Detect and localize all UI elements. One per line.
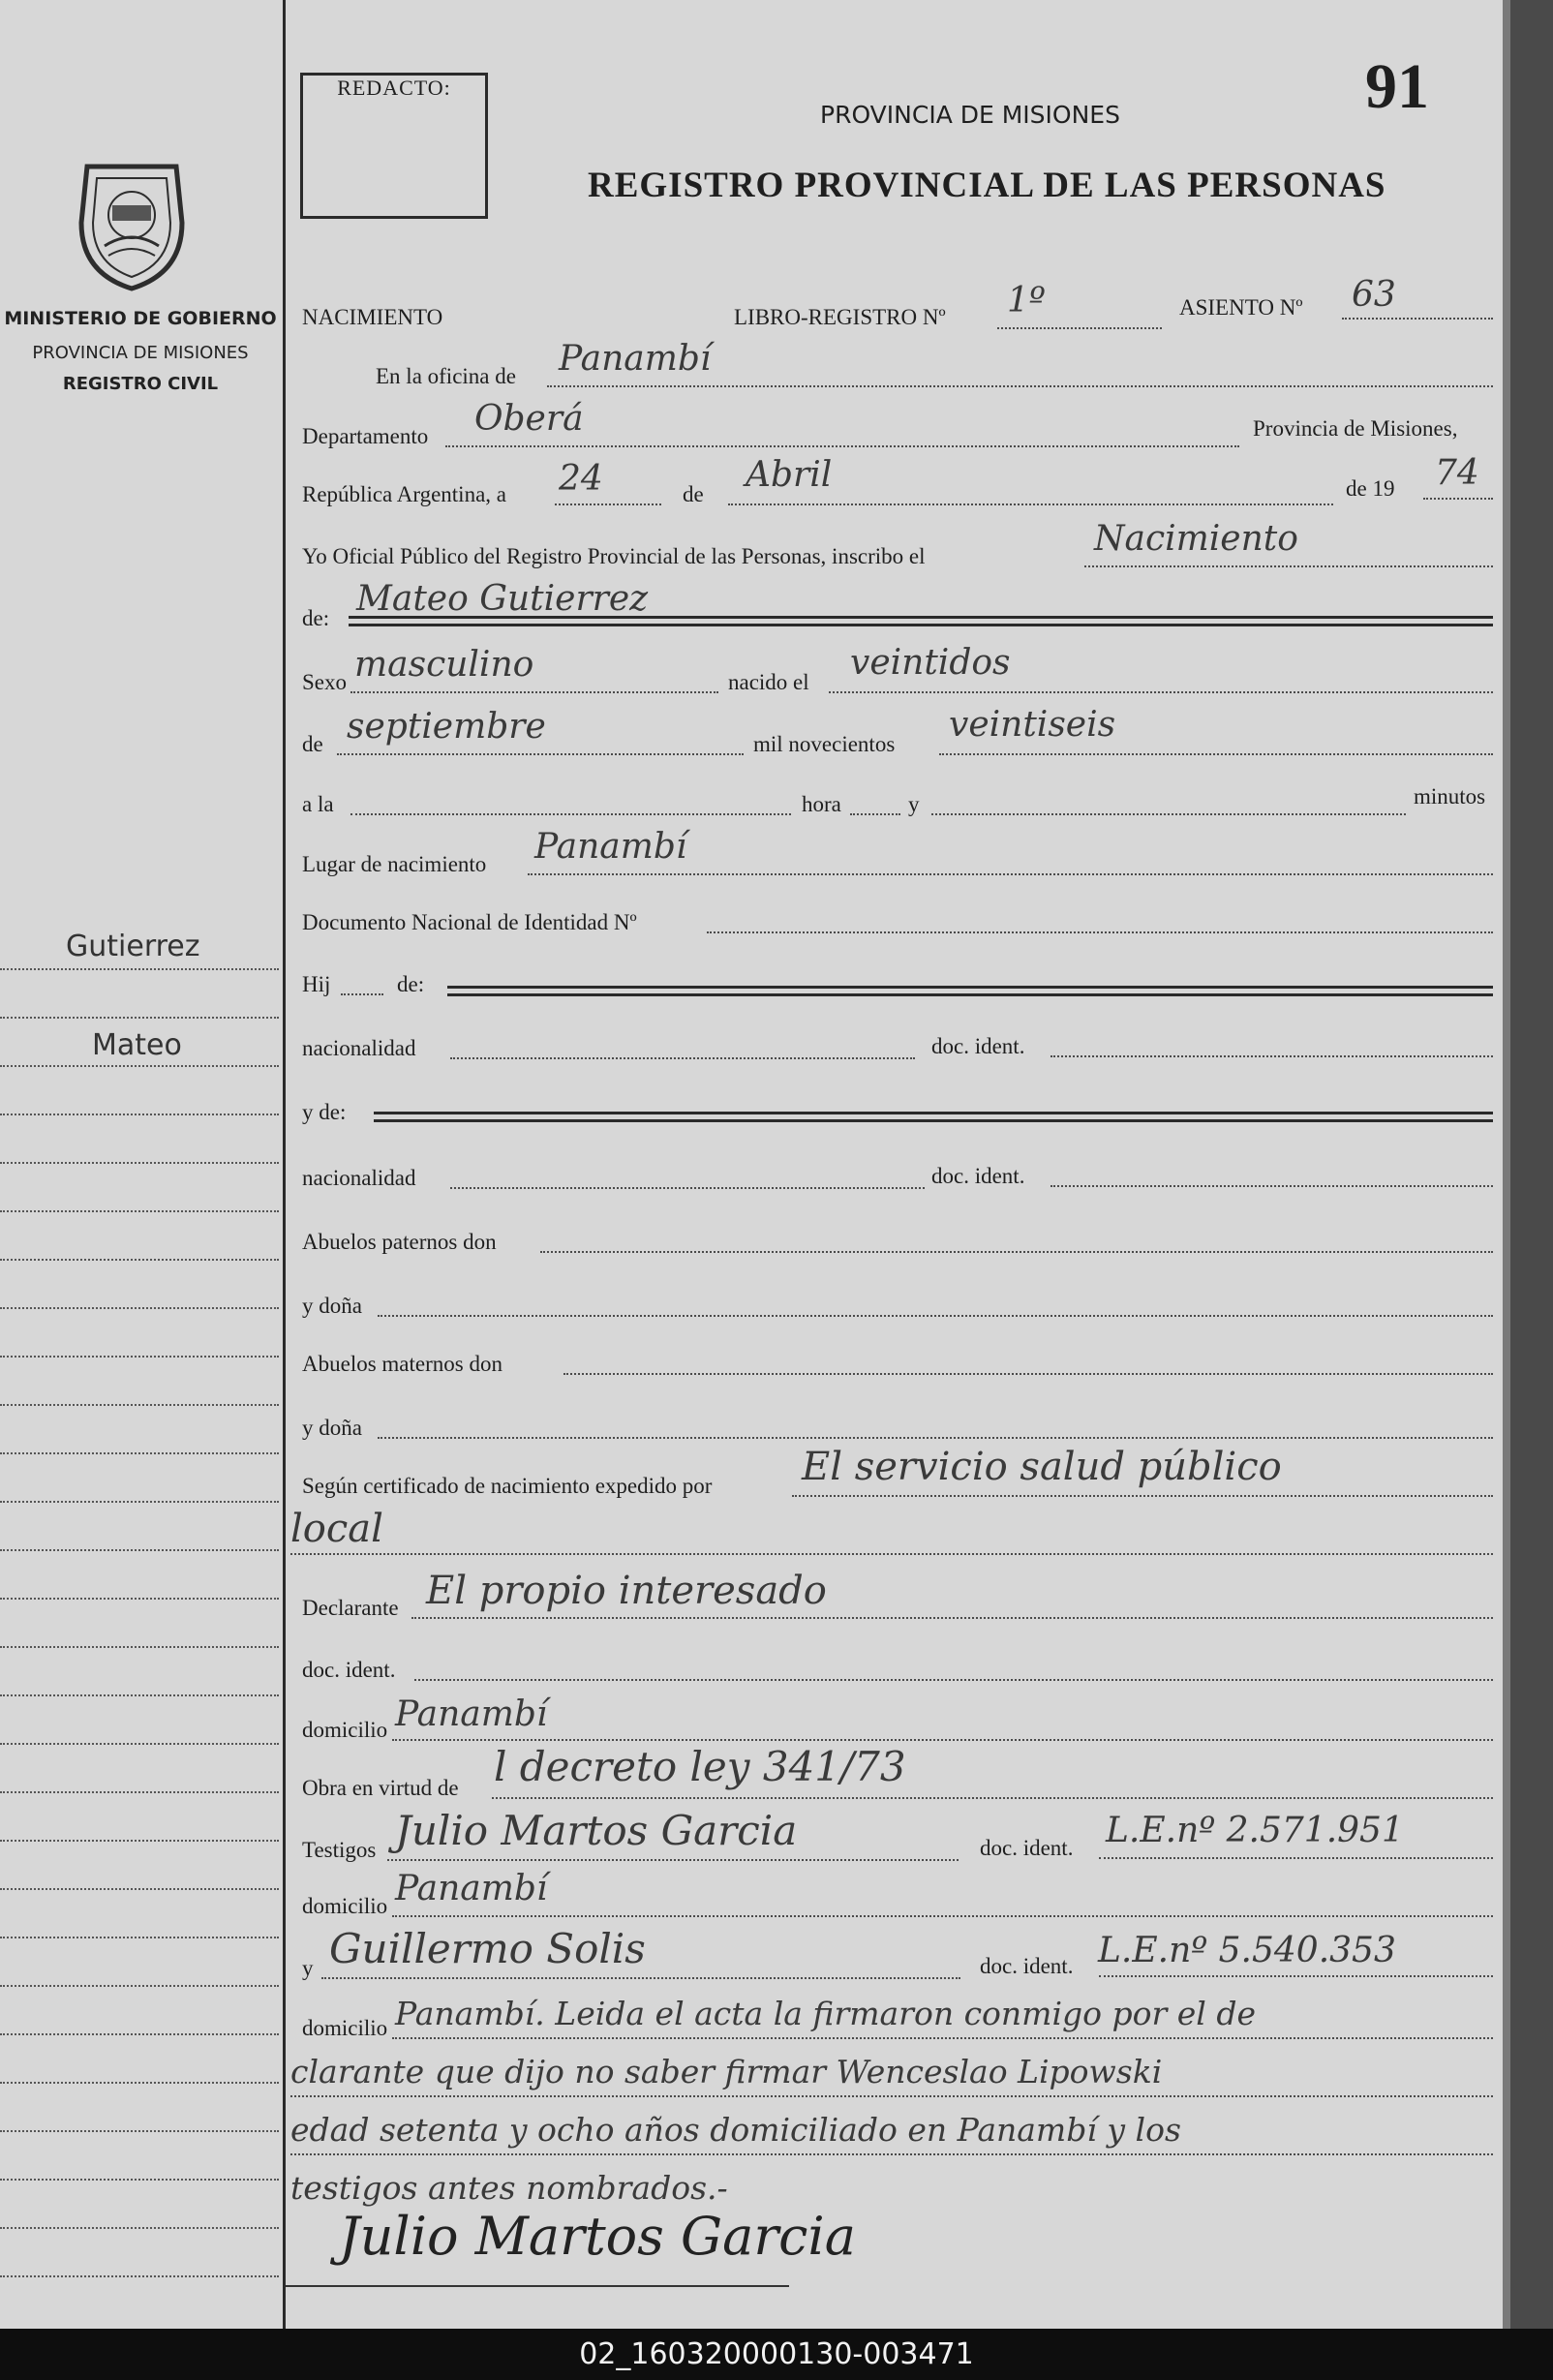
value-testigo-1-doc: L.E.nº 2.571.951 [1106, 1811, 1404, 1850]
value-mes-nacimiento: septiembre [347, 707, 546, 747]
margin-surname: Gutierrez [66, 930, 200, 963]
redacto-stamp-box [300, 73, 488, 219]
value-anio-nacimiento: veintiseis [949, 705, 1116, 745]
document-id-bar [0, 2329, 1553, 2380]
label-nacionalidad-2: nacionalidad [302, 1166, 416, 1190]
label-domicilio-declarante: domicilio [302, 1718, 388, 1742]
label-a-la: a la [302, 792, 334, 816]
label-declarante: Declarante [302, 1596, 399, 1620]
value-asiento: 63 [1352, 275, 1396, 315]
value-nacido-el: veintidos [850, 643, 1011, 683]
label-doc-ident-testigo-1: doc. ident. [980, 1836, 1074, 1860]
label-y-min: y [908, 792, 920, 816]
page-right-edge [1503, 0, 1510, 2329]
value-domicilio-testigo-1: Panambí [395, 1869, 548, 1908]
label-de-nombre: de: [302, 606, 330, 630]
value-lugar: Panambí [534, 827, 687, 867]
province-heading: PROVINCIA DE MISIONES [820, 101, 1120, 129]
margin-given-name: Mateo [92, 1028, 182, 1062]
value-continuation-1: clarante que dijo no saber firmar Wenceslao Lipowski [290, 2053, 1163, 2090]
value-domicilio-testigo-2: Panambí. Leida el acta la firmaron conmigo por el de [395, 1995, 1256, 2032]
label-domicilio-testigo-2: domicilio [302, 2016, 388, 2040]
label-nacimiento: NACIMIENTO [302, 305, 443, 329]
value-certificado-1: El servicio salud público [802, 1445, 1282, 1489]
label-departamento: Departamento [302, 424, 429, 448]
signature-line [286, 2285, 789, 2287]
label-y-dona-materna: y doña [302, 1416, 362, 1440]
label-de: de [683, 482, 704, 506]
witness-signature: Julio Martos Garcia [339, 2206, 856, 2267]
label-hij: Hij [302, 972, 331, 996]
label-domicilio-testigo-1: domicilio [302, 1894, 388, 1918]
value-oficina: Panambí [559, 339, 712, 379]
label-republica: República Argentina, a [302, 482, 506, 506]
document-id: 02_160320000130-003471 [579, 2337, 974, 2371]
margin-rule [283, 0, 286, 2329]
label-asiento: ASIENTO Nº [1179, 295, 1303, 320]
redacto-label: REDACTO: [337, 76, 451, 100]
value-inscribo: Nacimiento [1094, 519, 1298, 559]
value-departamento: Oberá [474, 399, 584, 439]
label-nacionalidad-1: nacionalidad [302, 1036, 416, 1060]
label-oficina: En la oficina de [376, 364, 516, 388]
label-doc-ident-2: doc. ident. [931, 1164, 1025, 1188]
value-obra-virtud: l decreto ley 341/73 [494, 1743, 906, 1790]
label-dni: Documento Nacional de Identidad Nº [302, 910, 637, 934]
label-de-mes: de [302, 732, 323, 756]
value-dia: 24 [559, 459, 603, 499]
value-libro: 1º [1007, 281, 1046, 320]
value-continuation-3: testigos antes nombrados.- [290, 2169, 728, 2207]
value-certificado-2: local [290, 1507, 383, 1551]
label-abuelos-maternos: Abuelos maternos don [302, 1352, 502, 1376]
registry-heading: REGISTRO PROVINCIAL DE LAS PERSONAS [588, 166, 1386, 205]
value-mes: Abril [746, 455, 833, 495]
ministry-line-3: REGISTRO CIVIL [62, 374, 219, 394]
ministry-line-2: PROVINCIA DE MISIONES [32, 343, 249, 363]
label-mil-novecientos: mil novecientos [753, 732, 896, 756]
label-libro: LIBRO-REGISTRO Nº [734, 305, 946, 329]
value-anio: 74 [1435, 453, 1479, 493]
label-abuelos-paternos: Abuelos paternos don [302, 1230, 497, 1254]
value-testigo-1: Julio Martos Garcia [395, 1807, 798, 1854]
value-testigo-2-doc: L.E.nº 5.540.353 [1098, 1931, 1396, 1970]
label-doc-ident-testigo-2: doc. ident. [980, 1954, 1074, 1978]
page-number: 91 [1365, 51, 1429, 122]
label-testigos: Testigos [302, 1838, 377, 1862]
label-de-19: de 19 [1346, 476, 1395, 501]
value-nombre: Mateo Gutierrez [356, 579, 649, 619]
label-obra: Obra en virtud de [302, 1776, 459, 1800]
label-yo-oficial: Yo Oficial Público del Registro Provincial de las Personas, inscribo el [302, 544, 926, 568]
value-domicilio-declarante: Panambí [395, 1694, 548, 1734]
label-doc-ident-declarante: doc. ident. [302, 1658, 396, 1682]
value-declarante: El propio interesado [426, 1569, 827, 1613]
value-testigo-2: Guillermo Solis [329, 1925, 646, 1972]
label-hij-de: de: [397, 972, 425, 996]
label-provincia-misiones: Provincia de Misiones, [1253, 416, 1458, 441]
label-lugar: Lugar de nacimiento [302, 852, 487, 876]
label-sexo: Sexo [302, 670, 347, 694]
value-sexo: masculino [354, 645, 534, 685]
provincial-seal-icon [70, 155, 194, 292]
label-nacido-el: nacido el [728, 670, 809, 694]
label-y-de: y de: [302, 1100, 347, 1124]
value-continuation-2: edad setenta y ocho años domiciliado en Panambí y los [290, 2111, 1181, 2149]
label-minutos: minutos [1414, 784, 1486, 809]
label-y-dona-paterna: y doña [302, 1294, 362, 1318]
label-doc-ident-1: doc. ident. [931, 1034, 1025, 1058]
ministry-line-1: MINISTERIO DE GOBIERNO [4, 308, 277, 329]
label-hora: hora [802, 792, 841, 816]
label-segun-certificado: Según certificado de nacimiento expedido por [302, 1474, 713, 1498]
label-y-testigo-2: y [302, 1956, 314, 1980]
